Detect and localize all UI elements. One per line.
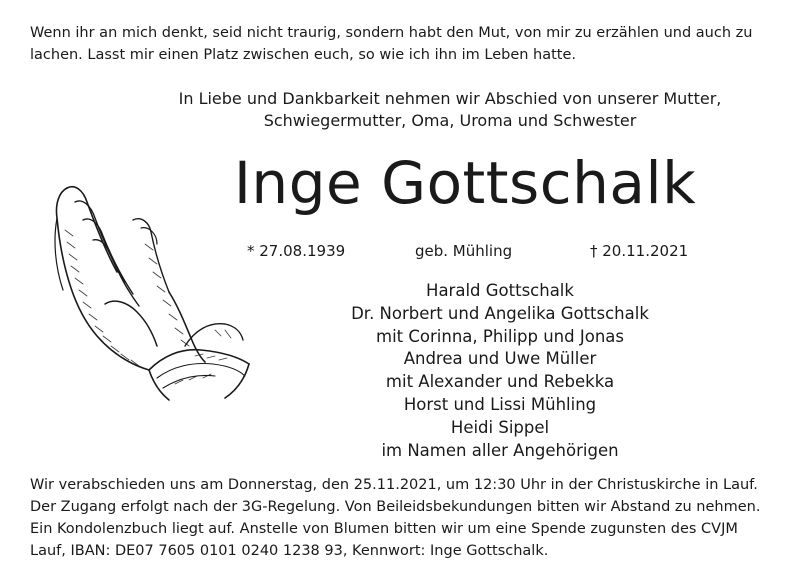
notice-line: Ein Kondolenzbuch liegt auf. Anstelle von Blumen bitten wir um eine Spende zugunsten des CVJM	[30, 521, 738, 537]
mourners-list	[230, 280, 770, 462]
mourner-line: im Namen aller Angehörigen	[381, 440, 619, 460]
intro-line-2: Schwiegermutter, Oma, Uroma und Schwester	[263, 111, 637, 130]
funeral-notice	[30, 474, 775, 562]
notice-line: Wir verabschieden uns am Donnerstag, den 25.11.2021, um 12:30 Uhr in der Christuskirche in Lauf.	[30, 477, 758, 493]
notice-line: Lauf, IBAN: DE07 7605 0101 0240 1238 93, Kennwort: Inge Gottschalk.	[30, 543, 549, 559]
birth-date: * 27.08.1939	[247, 242, 346, 260]
praying-hands-icon	[45, 180, 255, 405]
deceased-name: Inge Gottschalk	[233, 149, 697, 217]
quote-line-1: Wenn ihr an mich denkt, seid nicht traurig, sondern habt den Mut, von mir zu erzählen und auch zu	[30, 25, 753, 41]
mourner-line: mit Alexander und Rebekka	[385, 372, 615, 392]
intro-line-1: In Liebe und Dankbarkeit nehmen wir Abschied von unserer Mutter,	[178, 89, 722, 108]
opening-quote	[30, 22, 775, 66]
mourner-line: Dr. Norbert und Angelika Gottschalk	[351, 303, 649, 323]
mourner-line: Horst und Lissi Mühling	[403, 394, 597, 414]
mourner-line: Harald Gottschalk	[426, 281, 574, 300]
mourner-line: mit Corinna, Philipp und Jonas	[376, 326, 624, 346]
notice-line: Der Zugang erfolgt nach der 3G-Regelung. Von Beileidsbekundungen bitten wir Abstand zu nehmen.	[30, 499, 761, 515]
quote-line-2: lachen. Lasst mir einen Platz zwischen euch, so wie ich ihn im Leben hatte.	[30, 47, 577, 63]
birth-name: geb. Mühling	[415, 242, 513, 260]
mourner-line: Andrea und Uwe Müller	[403, 349, 597, 369]
death-date: † 20.11.2021	[590, 242, 689, 260]
farewell-intro	[150, 88, 750, 132]
mourner-line: Heidi Sippel	[450, 417, 550, 437]
